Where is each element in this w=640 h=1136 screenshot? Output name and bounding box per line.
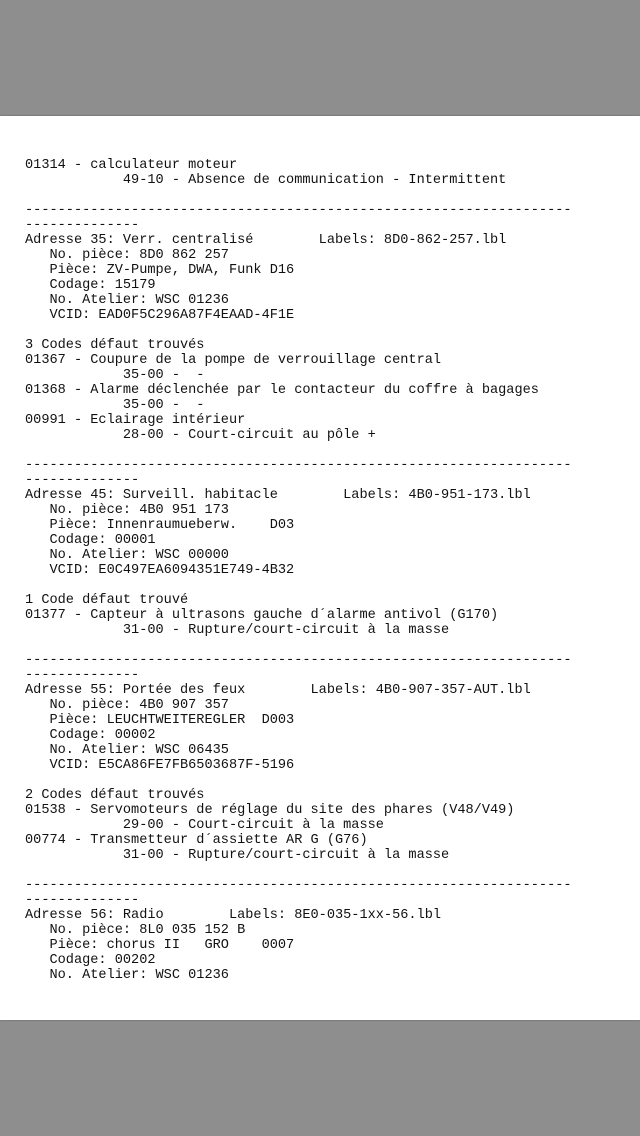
module-info-line: Pièce: Innenraumueberw. D03 bbox=[25, 518, 295, 533]
module-info-line: VCID: EAD0F5C296A87F4EAAD-4F1E bbox=[25, 308, 295, 323]
module-info-line: VCID: E5CA86FE7FB6503687F-5196 bbox=[25, 758, 295, 773]
blank-line bbox=[25, 578, 572, 593]
module-info-line: No. Atelier: WSC 06435 bbox=[25, 743, 229, 758]
blank-line bbox=[25, 773, 572, 788]
fault-code-line: 01377 - Capteur à ultrasons gauche d´alarme antivol (G170) bbox=[25, 608, 499, 623]
diagnostic-log-text bbox=[25, 158, 572, 983]
module-header-line: Adresse 56: Radio Labels: 8E0-035-1xx-56.lbl bbox=[25, 908, 442, 923]
module-header-line: Adresse 35: Verr. centralisé Labels: 8D0-862-257.lbl bbox=[25, 233, 507, 248]
module-info-line: No. pièce: 4B0 951 173 bbox=[25, 503, 229, 518]
blank-line bbox=[25, 443, 572, 458]
blank-line bbox=[25, 863, 572, 878]
module-header-line: Adresse 45: Surveill. habitacle Labels: 4B0-951-173.lbl bbox=[25, 488, 531, 503]
separator-line: -------------- bbox=[25, 893, 140, 908]
module-info-line: Codage: 15179 bbox=[25, 278, 156, 293]
module-info-line: Codage: 00202 bbox=[25, 953, 156, 968]
fault-count-line: 3 Codes défaut trouvés bbox=[25, 338, 205, 353]
module-info-line: No. pièce: 8D0 862 257 bbox=[25, 248, 229, 263]
blank-line bbox=[25, 323, 572, 338]
module-info-line: No. Atelier: WSC 00000 bbox=[25, 548, 229, 563]
separator-line: -------------- bbox=[25, 218, 140, 233]
module-info-line: No. Atelier: WSC 01236 bbox=[25, 968, 229, 983]
fault-detail-line: 35-00 - - bbox=[25, 368, 205, 383]
module-info-line: No. pièce: 8L0 035 152 B bbox=[25, 923, 246, 938]
module-info-line: No. pièce: 4B0 907 357 bbox=[25, 698, 229, 713]
fault-count-line: 1 Code défaut trouvé bbox=[25, 593, 189, 608]
module-info-line: VCID: E0C497EA6094351E749-4B32 bbox=[25, 563, 295, 578]
module-info-line: Pièce: LEUCHTWEITEREGLER D003 bbox=[25, 713, 295, 728]
blank-line bbox=[25, 638, 572, 653]
fault-code-line: 00774 - Transmetteur d´assiette AR G (G76) bbox=[25, 833, 368, 848]
module-info-line: Codage: 00002 bbox=[25, 728, 156, 743]
fault-code-line: 00991 - Eclairage intérieur bbox=[25, 413, 246, 428]
fault-detail-line: 29-00 - Court-circuit à la masse bbox=[25, 818, 384, 833]
separator-line: -------------- bbox=[25, 668, 140, 683]
fault-detail-line: 35-00 - - bbox=[25, 398, 205, 413]
separator-line: ------------------------------------------------------------------- bbox=[25, 458, 572, 473]
blank-line bbox=[25, 188, 572, 203]
document-page bbox=[0, 116, 640, 1020]
module-info-line: No. Atelier: WSC 01236 bbox=[25, 293, 229, 308]
fault-detail-line: 49-10 - Absence de communication - Intermittent bbox=[25, 173, 507, 188]
separator-line: -------------- bbox=[25, 473, 140, 488]
fault-count-line: 2 Codes défaut trouvés bbox=[25, 788, 205, 803]
fault-detail-line: 31-00 - Rupture/court-circuit à la masse bbox=[25, 848, 450, 863]
module-info-line: Pièce: ZV-Pumpe, DWA, Funk D16 bbox=[25, 263, 295, 278]
fault-detail-line: 31-00 - Rupture/court-circuit à la masse bbox=[25, 623, 450, 638]
fault-code-line: 01538 - Servomoteurs de réglage du site des phares (V48/V49) bbox=[25, 803, 515, 818]
fault-code-line: 01314 - calculateur moteur bbox=[25, 158, 238, 173]
module-info-line: Pièce: chorus II GRO 0007 bbox=[25, 938, 295, 953]
separator-line: ------------------------------------------------------------------- bbox=[25, 203, 572, 218]
separator-line: ------------------------------------------------------------------- bbox=[25, 653, 572, 668]
fault-detail-line: 28-00 - Court-circuit au pôle + bbox=[25, 428, 376, 443]
fault-code-line: 01367 - Coupure de la pompe de verrouillage central bbox=[25, 353, 442, 368]
module-header-line: Adresse 55: Portée des feux Labels: 4B0-907-357-AUT.lbl bbox=[25, 683, 531, 698]
separator-line: ------------------------------------------------------------------- bbox=[25, 878, 572, 893]
fault-code-line: 01368 - Alarme déclenchée par le contacteur du coffre à bagages bbox=[25, 383, 539, 398]
module-info-line: Codage: 00001 bbox=[25, 533, 156, 548]
